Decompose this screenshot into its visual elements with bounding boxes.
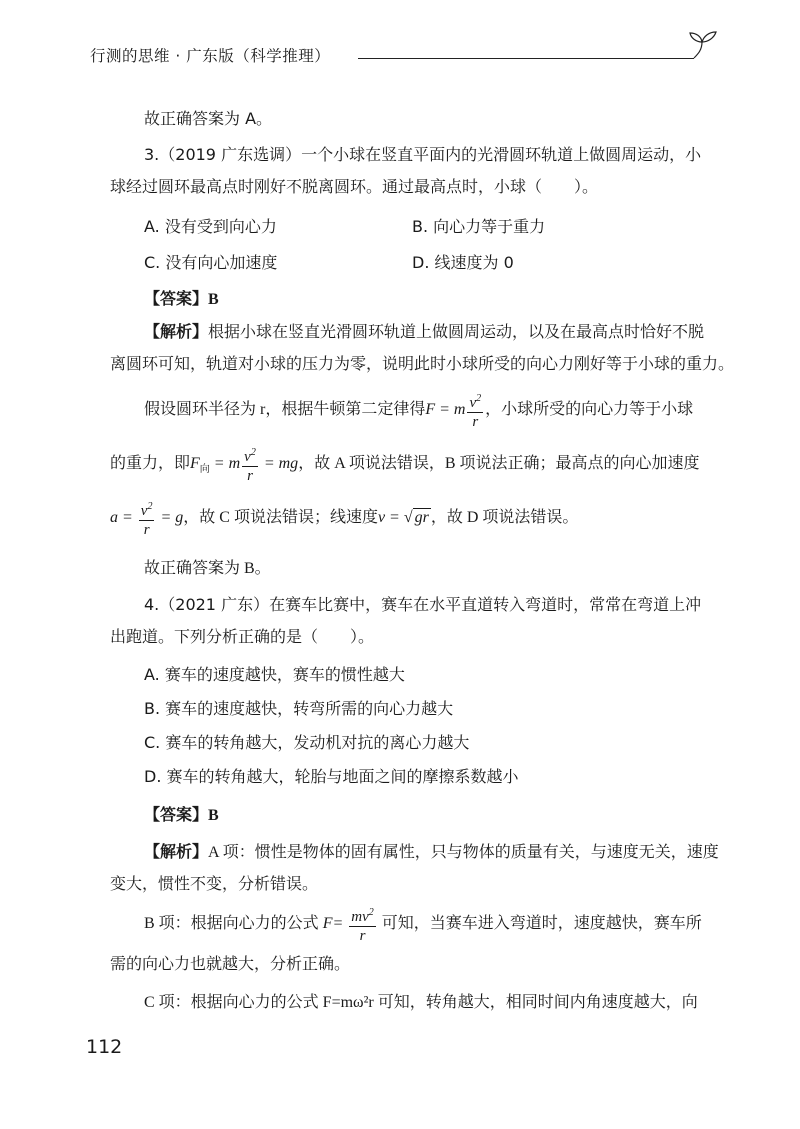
answer-value: B [208,807,219,824]
q3-stem-line1: 3.（2019 广东选调）一个小球在竖直平面内的光滑圆环轨道上做圆周运动，小 [144,145,702,164]
q2-conclusion: 故正确答案为 A。 [144,109,273,128]
page-number: 112 [86,1036,123,1058]
q3-analysis-line2: 离圆环可知，轨道对小球的压力为零，说明此时小球所受的向心力刚好等于小球的重力。 [110,356,735,373]
analysis-text: 的重力，即 [110,455,191,473]
q4-option-b: B. 赛车的速度越快，转弯所需的向心力越大 [144,699,454,718]
answer-tag: 【答案】 [144,289,209,308]
q3-option-d: D. 线速度为 0 [412,253,514,272]
q4-option-d: D. 赛车的转角越大，轮胎与地面之间的摩擦系数越小 [144,767,519,786]
q3-conclusion: 故正确答案为 B。 [144,560,271,577]
q3-analysis-line5 [110,498,722,539]
q4-option-c: C. 赛车的转角越大，发动机对抗的离心力越大 [144,733,470,752]
analysis-text: 可知，当赛车进入弯道时，速度越快，赛车所 [377,915,702,933]
q4-option-a: A. 赛车的速度越快，赛车的惯性越大 [144,665,405,684]
analysis-text: ，故 A 项说法错误，B 项说法正确；最高点的向心加速度 [298,455,700,473]
q3-option-b: B. 向心力等于重力 [412,217,546,236]
header-rule [358,58,694,59]
sprout-icon [688,28,718,64]
q3-answer [110,286,722,313]
q3-option-a: A. 没有受到向心力 [144,217,277,236]
formula-force: F= $\frac{mv^2}{r}$ [323,915,378,932]
formula-acceleration: a = $\frac{v^2}{r}$ = g [110,509,183,526]
q3-analysis-line1 [110,320,722,346]
analysis-text: A 项：惯性是物体的固有属性，只与物体的质量有关，与速度无关，速度 [208,844,719,861]
q4-stem-line2: 出跑道。下列分析正确的是（ ）。 [110,627,375,646]
formula-velocity: v = √ gr [377,509,429,527]
analysis-tag: 【解析】 [144,844,209,861]
analysis-text: B 项：根据向心力的公式 [144,915,323,933]
q4-analysis-a-line1 [110,840,722,866]
q4-analysis-a-line2: 变大，惯性不变，分析错误。 [110,876,319,893]
answer-tag: 【答案】 [144,805,209,824]
q3-stem-line2: 球经过圆环最高点时刚好不脱离圆环。通过最高点时，小球（ ）。 [110,177,599,196]
analysis-text: ，故 C 项说法错误；线速度 [183,509,378,527]
q3-option-c: C. 没有向心加速度 [144,253,278,272]
analysis-text: ，故 D 项说法错误。 [430,509,579,527]
formula-centripetal: $F_向 = m$ $\frac{v^2}{r}$ = mg [190,455,298,472]
q3-analysis-line3 [110,390,722,431]
analysis-tag: 【解析】 [144,324,209,341]
q4-analysis-c-line1: C 项：根据向心力的公式 F=mω²r 可知，转角越大，相同时间内角速度越大，向 [144,994,698,1011]
answer-value: B [208,291,219,308]
analysis-text: ，小球所受的向心力等于小球 [485,401,694,419]
analysis-text: 根据小球在竖直光滑圆环轨道上做圆周运动，以及在最高点时恰好不脱 [208,324,705,341]
q4-stem-line1: 4.（2021 广东）在赛车比赛中，赛车在水平直道转入弯道时，常常在弯道上冲 [144,595,702,614]
q4-analysis-b-line2: 需的向心力也就越大，分析正确。 [110,956,351,973]
header-title: 行测的思维 · 广东版（科学推理） [90,47,331,65]
q4-analysis-b-line1 [110,904,722,945]
q3-analysis-line4 [110,444,722,490]
formula-newton: F = m $\frac{v^2}{r}$ [425,401,485,418]
q4-answer [110,802,722,829]
analysis-text: 假设圆环半径为 r，根据牛顿第二定律得 [144,401,426,419]
page-header [76,28,726,68]
